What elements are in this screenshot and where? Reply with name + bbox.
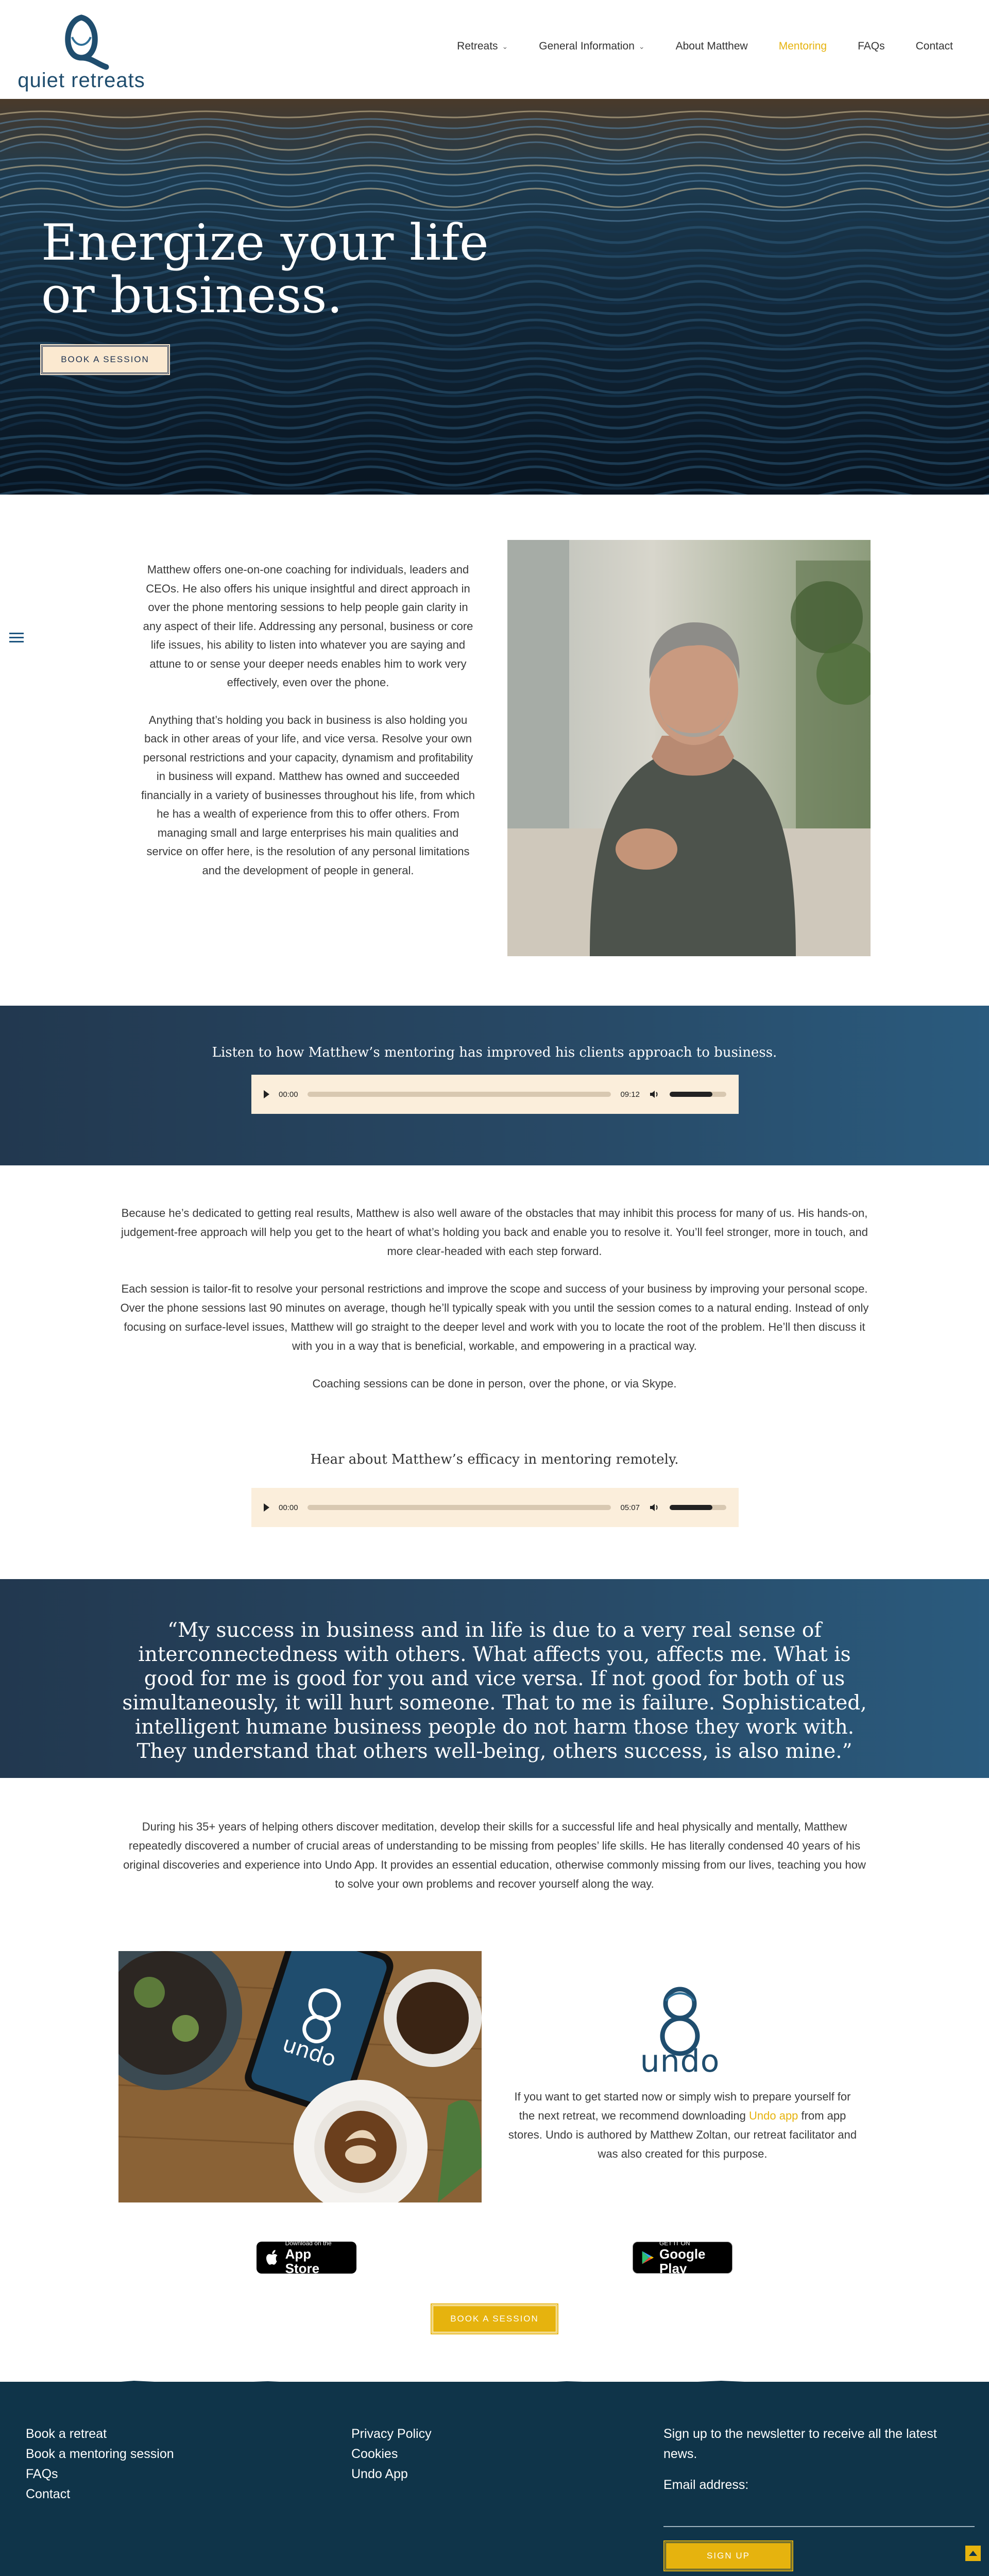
footer-link[interactable]: Book a mentoring session xyxy=(26,2447,174,2461)
intro-text xyxy=(138,561,478,899)
coaching-paragraph-3: Coaching sessions can be done in person, over the phone, or via Skype. xyxy=(312,1377,677,1390)
nav-item-label: Mentoring xyxy=(778,40,827,52)
audio-1-volume-fill xyxy=(670,1092,712,1097)
audio-2-current-time: 00:00 xyxy=(279,1503,298,1512)
audio-2-volume-slider[interactable] xyxy=(670,1505,726,1510)
quote-section xyxy=(0,1579,989,1778)
intro-paragraph-2: Anything that’s holding you back in business is also holding you back in other areas of your life, and vice versa. Resolve your own personal restrictions and your capacity, dynamism and profitability in business will expand. Matthew has owned and succeeded financially in a variety of businesses throughout his life, from which he has a wealth of experience from this to offer others. From managing small and large enterprises his main qualities and service on offer here, is the resolution of any personal limitations and the development of people in general. xyxy=(141,713,475,877)
audio-1-duration: 09:12 xyxy=(620,1090,640,1099)
arrow-up-icon xyxy=(969,2551,977,2556)
play-icon[interactable] xyxy=(264,1090,269,1098)
audio-1-volume-slider[interactable] xyxy=(670,1092,726,1097)
volume-icon[interactable] xyxy=(649,1503,660,1512)
audio-section-1 xyxy=(0,1006,989,1165)
book-session-button-bottom[interactable]: BOOK A SESSION xyxy=(432,2304,557,2333)
coaching-details-section xyxy=(0,1165,989,1579)
nav-item-label: Contact xyxy=(915,40,953,52)
audio-2-progress-track[interactable] xyxy=(308,1505,611,1510)
nav-item-about-matthew[interactable] xyxy=(660,40,763,53)
audio-2-duration: 05:07 xyxy=(620,1503,640,1512)
footer-links-col-1 xyxy=(26,2424,174,2504)
footer-links-col-2 xyxy=(351,2424,432,2484)
hero-title-line2: or business. xyxy=(41,266,343,324)
book-session-button[interactable]: BOOK A SESSION xyxy=(41,345,169,374)
site-footer xyxy=(0,2382,989,2576)
main-nav xyxy=(441,40,968,53)
audio-1-progress-track[interactable] xyxy=(308,1092,611,1097)
site-logo[interactable] xyxy=(14,6,148,94)
audio-player-1 xyxy=(251,1075,739,1114)
audio-1-current-time: 00:00 xyxy=(279,1090,298,1099)
nav-item-label: FAQs xyxy=(858,40,885,52)
nav-item-label: Retreats xyxy=(457,40,498,52)
chevron-down-icon: ⌄ xyxy=(502,42,508,50)
email-field[interactable] xyxy=(663,2496,975,2527)
app-store-badge[interactable] xyxy=(257,2239,356,2276)
audio-2-title: Hear about Matthew’s efficacy in mentoring remotely. xyxy=(310,1452,679,1467)
footer-torn-edge xyxy=(0,2379,989,2387)
hero-title xyxy=(41,214,489,324)
site-header xyxy=(0,0,989,99)
email-label: Email address: xyxy=(663,2478,749,2492)
undo-app-link[interactable]: Undo app xyxy=(749,2109,798,2122)
app-store-big-text: App Store xyxy=(285,2246,320,2276)
coaching-paragraph-2: Each session is tailor-fit to resolve your personal restrictions and improve the scope and success of your business by improving your personal scope. Over the phone sessions last 90 minutes on average, though he’ll typically speak with you until the session comes to a natural ending. Instead of only focusing on surface-level issues, Matthew will go straight to the deeper level and work with you to locate the root of the problem. He’ll then discuss it with you in a way that is beneficial, workable, and empowering in a practical way. xyxy=(120,1282,869,1352)
logo-knot-icon xyxy=(14,6,148,71)
sign-up-button[interactable]: SIGN UP xyxy=(664,2541,792,2570)
undo-para-after: from app stores. Undo is authored by Matthew Zoltan, our retreat facilitator and was also created for this purpose. xyxy=(508,2109,857,2160)
footer-link[interactable]: Undo App xyxy=(351,2467,408,2481)
footer-link[interactable]: Privacy Policy xyxy=(351,2427,432,2441)
undo-phone-coffee-image xyxy=(118,1951,482,2202)
nav-item-retreats[interactable] xyxy=(441,40,523,53)
play-icon[interactable] xyxy=(264,1503,269,1512)
nav-item-contact[interactable] xyxy=(900,40,968,53)
coaching-paragraph-1: Because he’s dedicated to getting real results, Matthew is also well aware of the obstacles that may inhibit this process for many of us. His hands-on, judgement-free approach will help you get to the heart of what’s holding you back and enable you to resolve it. You’ll feel stronger, more in touch, and more clear-headed with each step forward. xyxy=(121,1207,868,1258)
nav-item-faqs[interactable] xyxy=(842,40,900,53)
audio-1-title: Listen to how Matthew’s mentoring has improved his clients approach to business. xyxy=(212,1045,777,1060)
google-play-small-text: GET IT ON xyxy=(659,2239,690,2247)
matthew-portrait-image xyxy=(507,540,871,956)
scroll-to-top-button[interactable] xyxy=(965,2546,981,2561)
hero-section xyxy=(0,99,989,495)
nav-item-general-information[interactable] xyxy=(523,40,660,53)
intro-section xyxy=(0,495,989,1006)
undo-para-before: If you want to get started now or simply wish to prepare yourself for the next retreat, we recommend downloading xyxy=(514,2090,851,2122)
side-menu-icon[interactable] xyxy=(9,633,24,644)
nav-item-mentoring[interactable] xyxy=(763,40,842,53)
newsletter-title: Sign up to the newsletter to receive all the latest news. xyxy=(663,2427,937,2461)
chevron-down-icon: ⌄ xyxy=(638,42,645,50)
undo-intro-text: During his 35+ years of helping others discover meditation, develop their skills for a successful life and heal physically and mentally, Matthew repeatedly discovered a number of crucial areas of understanding to be missing from peoples’ life skills. He has literally condensed 40 years of his original discoveries and experience into Undo App. It provides an essential education, otherwise commonly missing from our lives, teaching you how to solve your own problems and recover yourself along the way. xyxy=(123,1820,866,1890)
footer-link[interactable]: FAQs xyxy=(26,2467,58,2481)
google-play-big-text: Google Play xyxy=(659,2246,706,2276)
volume-icon[interactable] xyxy=(649,1090,660,1099)
matthew-quote: “My success in business and in life is due to a very real sense of interconnectedness with others. What affects you, affects me. What is good for me is good for you and vice versa. If not good for both of us simultaneously, it will hurt someone. That to me is failure. Sophisticated, intelligent humane business people do not harm those they work with. They understand that others well-being, others success, is also mine.” xyxy=(122,1619,867,1763)
google-play-icon xyxy=(641,2249,654,2266)
undo-description xyxy=(507,2087,858,2163)
coaching-details-text xyxy=(118,1204,871,1412)
undo-app-section xyxy=(0,1778,989,2382)
undo-logo-text: undo xyxy=(640,2043,720,2079)
apple-icon xyxy=(265,2248,280,2267)
audio-player-2 xyxy=(251,1488,739,1527)
hero-title-line1: Energize your life xyxy=(41,214,489,272)
nav-item-label: General Information xyxy=(539,40,635,52)
phone-undo-text: undo xyxy=(279,2031,339,2072)
google-play-badge[interactable] xyxy=(633,2239,732,2276)
app-store-small-text: Download on the xyxy=(285,2239,332,2247)
logo-text: quiet retreats xyxy=(18,69,145,92)
nav-item-label: About Matthew xyxy=(675,40,748,52)
intro-paragraph-1: Matthew offers one-on-one coaching for individuals, leaders and CEOs. He also offers his unique insightful and direct approach in over the phone mentoring sessions to help people gain clarity in any aspect of their life. Addressing any personal, business or core life issues, his ability to listen into whatever you are saying and attune to or sense your deeper needs enables him to work very effectively, even over the phone. xyxy=(143,563,473,689)
audio-2-volume-fill xyxy=(670,1505,712,1510)
footer-link[interactable]: Book a retreat xyxy=(26,2427,107,2441)
footer-link[interactable]: Cookies xyxy=(351,2447,398,2461)
footer-link[interactable]: Contact xyxy=(26,2487,71,2501)
